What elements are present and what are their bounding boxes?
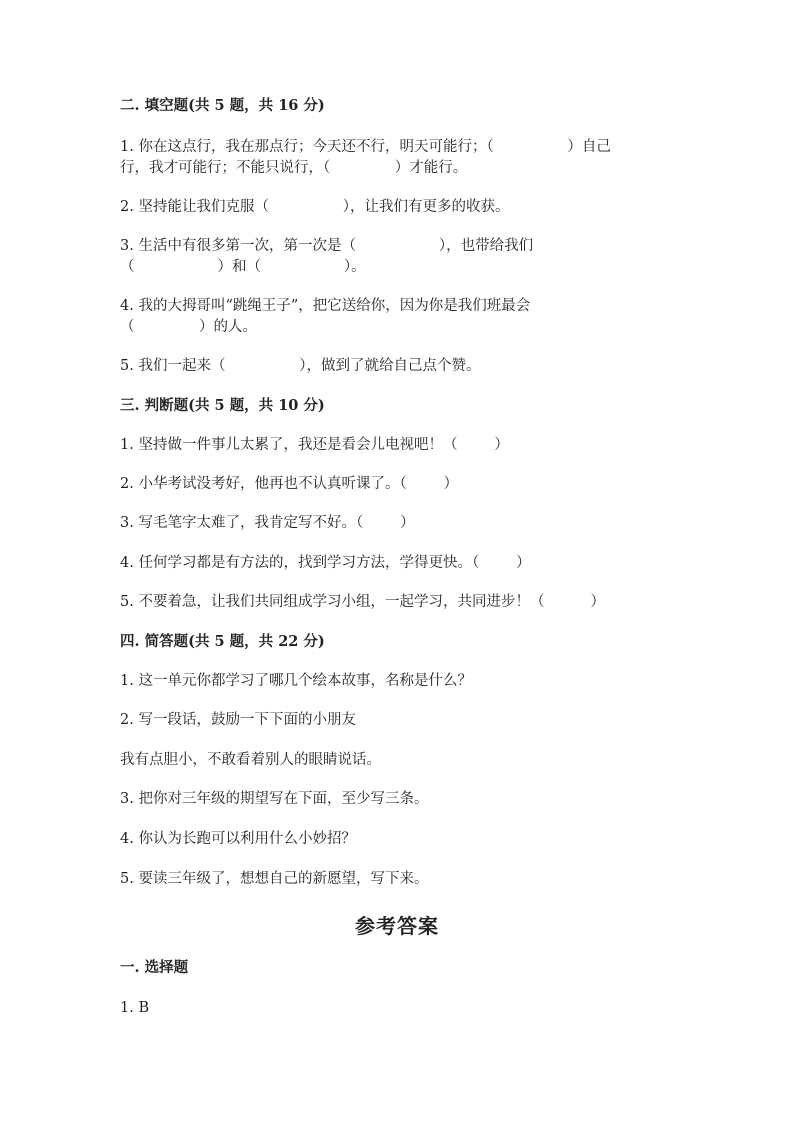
answer-1: 1. B: [120, 1000, 150, 1016]
answers-title: 参考答案: [355, 914, 439, 938]
short-q2-text: 我有点胆小，不敢看着别人的眼睛说话。: [120, 752, 381, 768]
judge-q4: 4. 任何学习都是有方法的，找到学习方法，学得更快。（ ）: [120, 555, 531, 571]
short-q1: 1. 这一单元你都学习了哪几个绘本故事，名称是什么？: [120, 673, 472, 689]
fill-q1-line1: 1. 你在这点行，我在那点行；今天还不行，明天可能行；（ ）自己: [120, 139, 611, 155]
fill-q1-line2: 行，我才可能行；不能只说行，（ ）才能行。: [120, 160, 468, 176]
section-3-heading: 三. 判断题(共 5 题，共 10 分): [120, 397, 325, 414]
judge-q3: 3. 写毛笔字太难了，我肯定写不好。（ ）: [120, 515, 415, 531]
fill-q2: 2. 坚持能让我们克服（ ），让我们有更多的收获。: [120, 199, 510, 215]
short-q4: 4. 你认为长跑可以利用什么小妙招？: [120, 831, 356, 847]
judge-q1: 1. 坚持做一件事儿太累了，我还是看会儿电视吧！（ ）: [120, 437, 509, 453]
judge-q2: 2. 小华考试没考好，他再也不认真听课了。（ ）: [120, 476, 459, 492]
short-q2: 2. 写一段话，鼓励一下下面的小朋友: [120, 712, 356, 728]
fill-q3-line1: 3. 生活中有很多第一次，第一次是（ ），也带给我们: [120, 238, 534, 254]
fill-q4-line1: 4. 我的大拇哥叫“跳绳王子”，把它送给你，因为你是我们班最会: [120, 298, 531, 314]
fill-q3-line2: （ ）和（ ）。: [120, 259, 366, 275]
short-q3: 3. 把你对三年级的期望写在下面，至少写三条。: [120, 791, 429, 807]
fill-q4-line2: （ ）的人。: [120, 319, 258, 335]
section-2-heading: 二. 填空题(共 5 题，共 16 分): [120, 97, 325, 114]
answers-section-1-heading: 一. 选择题: [120, 959, 189, 976]
judge-q5: 5. 不要着急，让我们共同组成学习小组，一起学习，共同进步！（ ）: [120, 594, 606, 610]
fill-q5: 5. 我们一起来（ ），做到了就给自己点个赞。: [120, 358, 481, 374]
section-4-heading: 四. 简答题(共 5 题，共 22 分): [120, 633, 325, 650]
short-q5: 5. 要读三年级了，想想自己的新愿望，写下来。: [120, 871, 429, 887]
